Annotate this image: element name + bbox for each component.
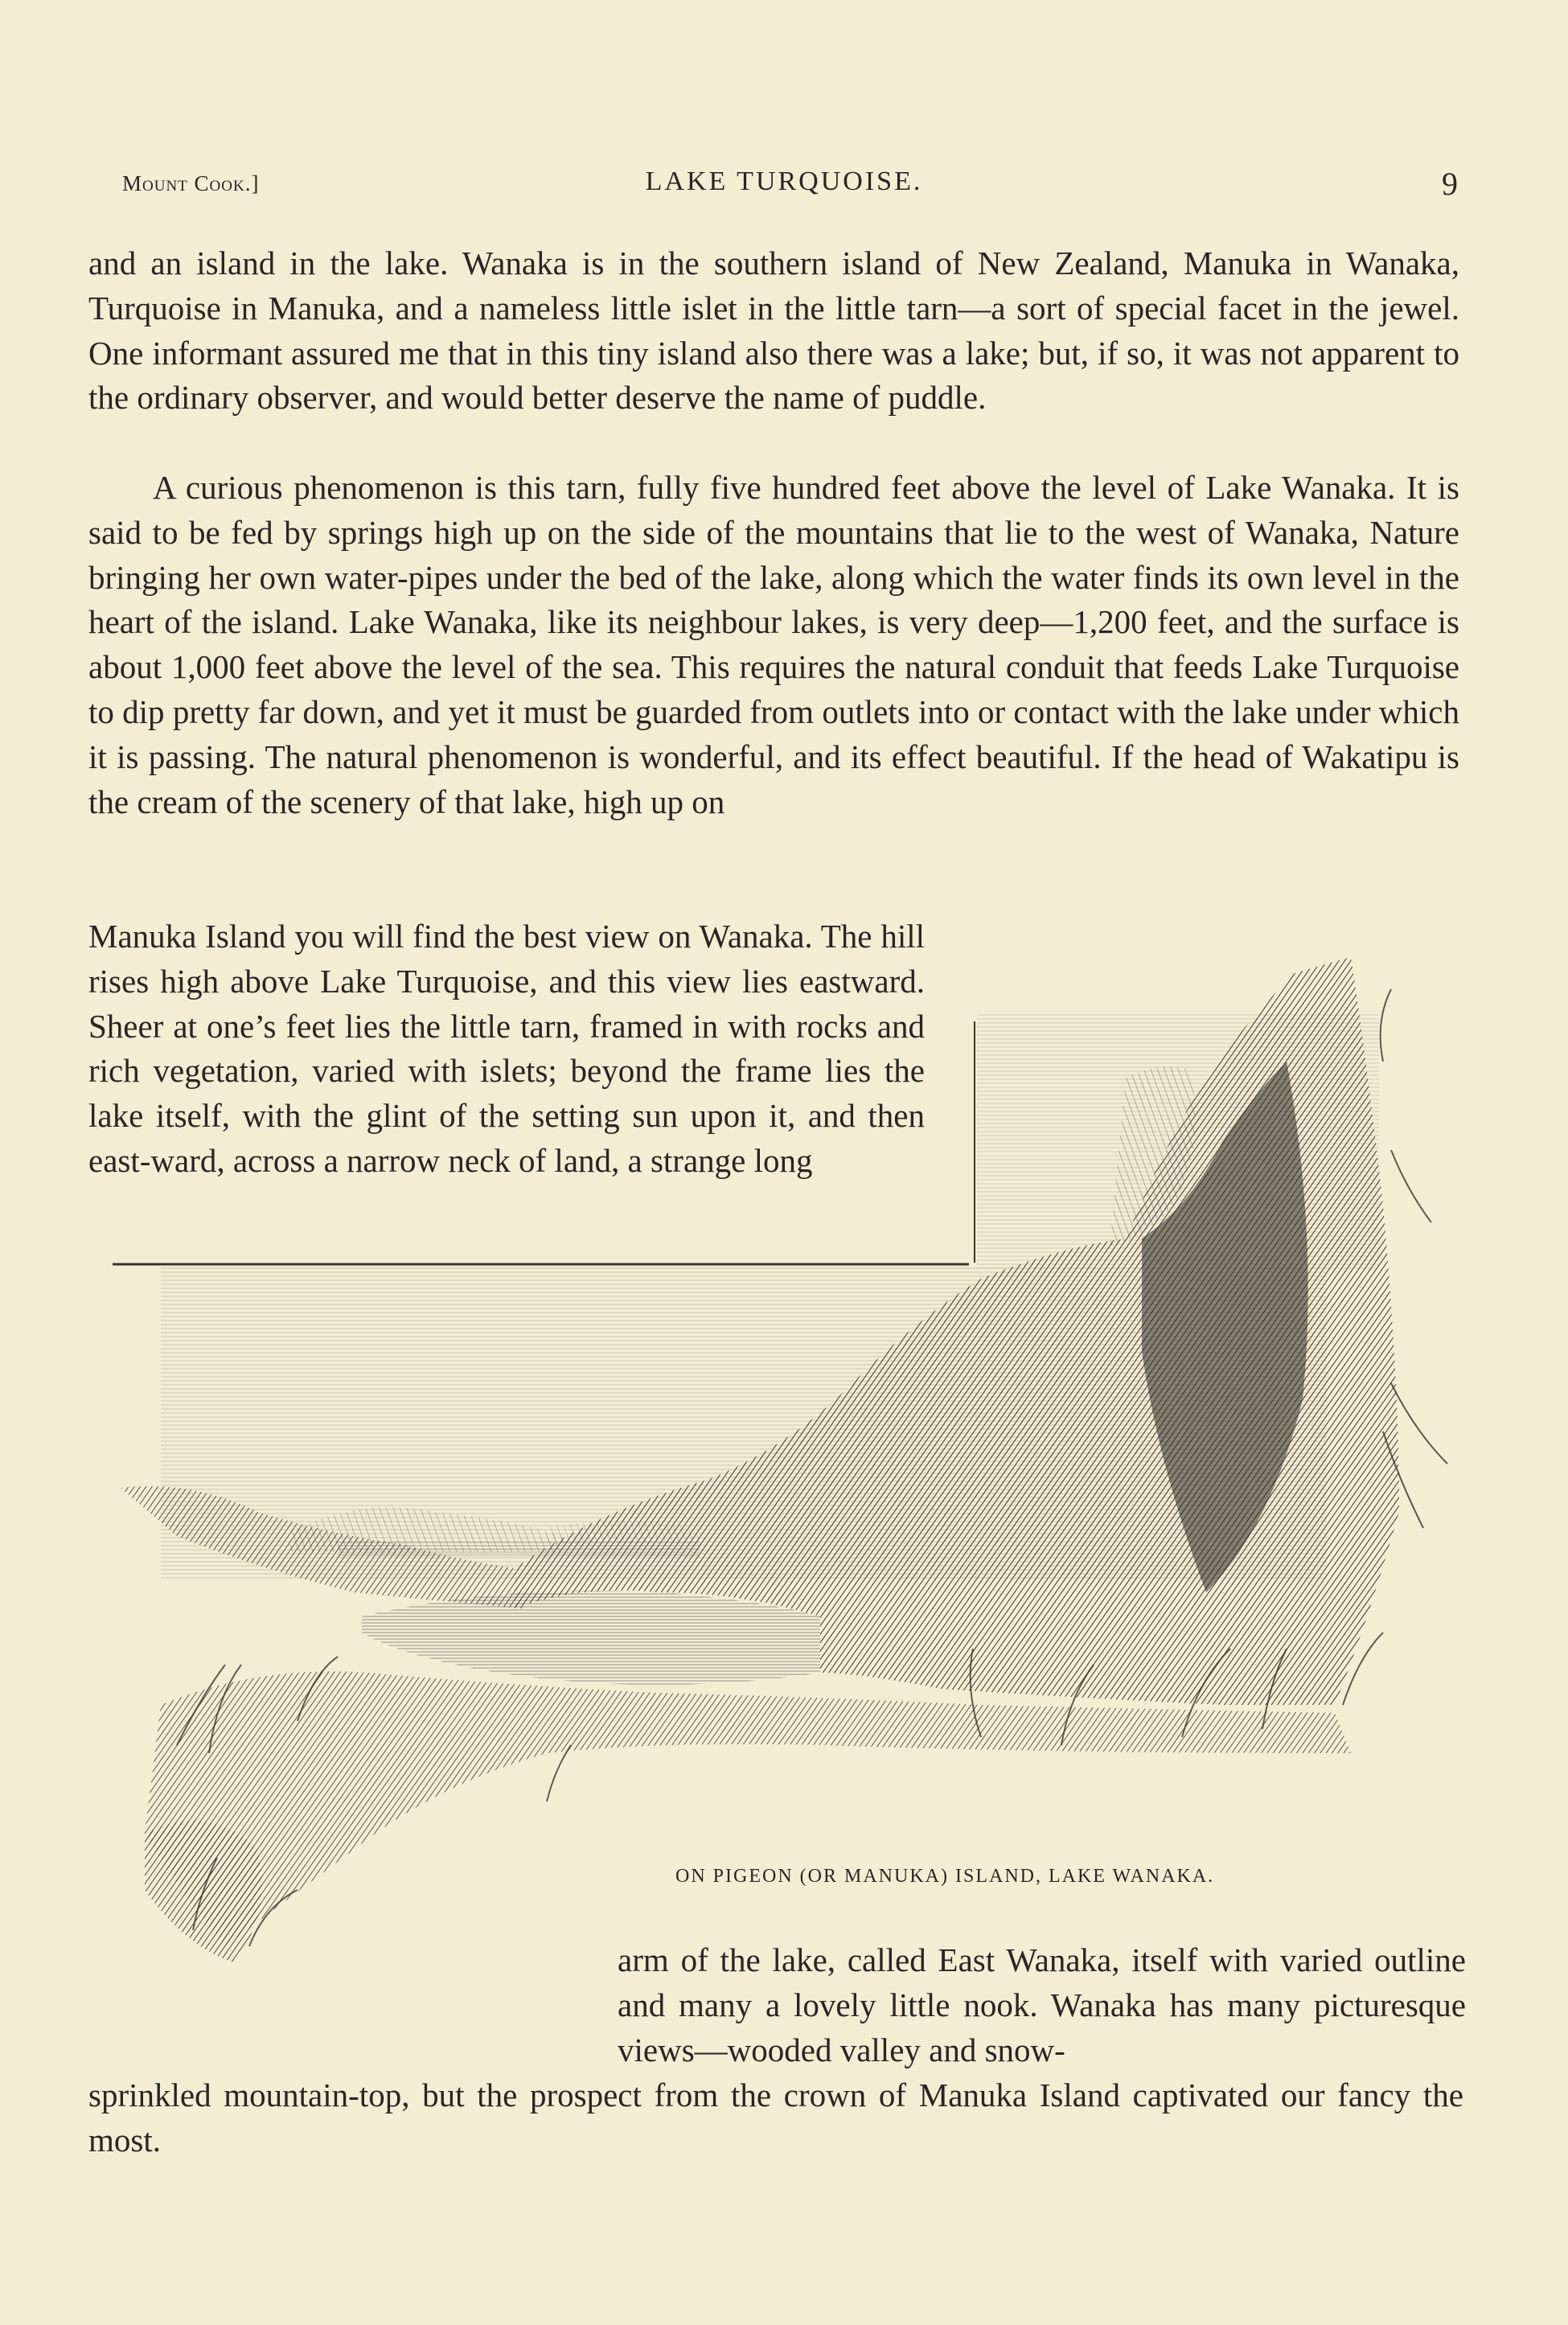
illustration-caption: ON PIGEON (OR MANUKA) ISLAND, LAKE WANAKA. xyxy=(675,1866,1215,1887)
paragraph-2 xyxy=(88,466,1459,824)
page-number: 9 xyxy=(1442,166,1458,202)
foreground-grass xyxy=(145,1671,1351,1946)
page-header xyxy=(0,165,1568,213)
paragraph-3 xyxy=(88,914,925,1184)
paragraph-1-text: and an island in the lake. Wanaka is in the southern island of New Zealand, Manuka in Wanaka, Turquoise in Manuka, and a nameless little islet in the little tarn—a sort of special facet in the jewel. One informant assured me that in this tiny island also there was a lake; but, if so, it was not apparent to the ordinary observer, and would better deserve the name of puddle. xyxy=(88,244,1459,417)
tarn-water xyxy=(362,1591,820,1685)
paragraph-3-text: Manuka Island you will find the best view on Wanaka. The hill rises high above Lake Turquoise, and this view lies eastward. Sheer at one’s feet lies the little tarn, framed in with rocks and rich vegetation, varied with islets; beyond the frame lies the lake itself, with the glint of the setting sun upon it, and then east-ward, across a narrow neck of land, a strange long xyxy=(88,918,925,1179)
running-head: Mount Cook.] xyxy=(122,171,260,195)
paragraph-2-text: A curious phenomenon is this tarn, fully five hundred feet above the level of Lake Wanaka. It is said to be fed by springs high up on the side of the mountains that lie to the west of Wanaka, Nature bringing her own water-pipes under the bed of the lake, along which the water finds its own level in the heart of the island. Lake Wanaka, like its neighbour lakes, is very deep—1,200 feet, and the surface is about 1,000 feet above the level of the sea. This requires the natural conduit that feeds Lake Turquoise to dip pretty far down, and yet it must be guarded from outlets into or contact with the lake under which it is passing. The natural phenomenon is wonderful, and its effect beautiful. If the head of Wakatipu is the cream of the scenery of that lake, high up on xyxy=(88,469,1459,820)
paragraph-4 xyxy=(618,1938,1466,2072)
paragraph-5-text: sprinkled mountain-top, but the prospect from the crown of Manuka Island captivated our fancy the most. xyxy=(88,2076,1463,2159)
paragraph-5 xyxy=(88,2073,1463,2163)
paragraph-1 xyxy=(88,241,1459,421)
page-title: LAKE TURQUOISE. xyxy=(645,166,923,196)
paragraph-4-text: arm of the lake, called East Wanaka, itself with varied outline and many a lovely little nook. Wanaka has many picturesque views—wooded valley and snow- xyxy=(618,1941,1466,2068)
